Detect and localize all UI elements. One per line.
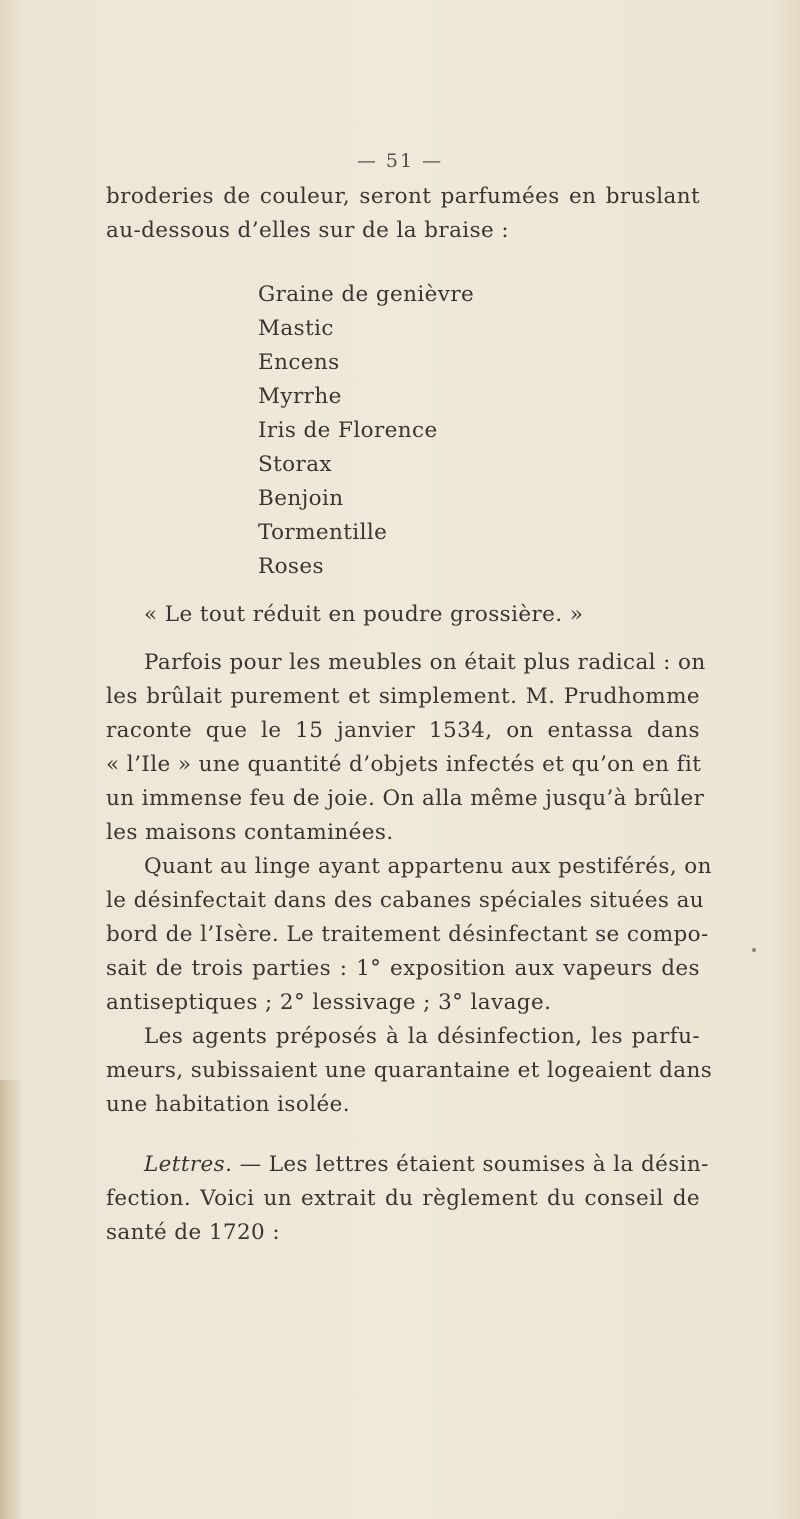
intro-line: broderies de couleur, seront parfumées en bruslant	[106, 184, 700, 209]
paragraph-line: Parfois pour les meubles on était plus radical : on	[144, 650, 706, 675]
ingredient-item: Encens	[258, 350, 340, 375]
paper-speck	[752, 948, 756, 952]
paragraph-line: sait de trois parties : 1° exposition aux vapeurs des	[106, 956, 700, 981]
quote-line: « Le tout réduit en poudre grossière. »	[144, 602, 584, 627]
paragraph-line: le désinfectait dans des cabanes spéciales situées au	[106, 888, 705, 913]
ingredient-item: Roses	[258, 554, 324, 579]
paragraph-line: antiseptiques ; 2° lessivage ; 3° lavage.	[106, 990, 552, 1015]
ingredient-item: Storax	[258, 452, 332, 477]
paragraph-line: raconte que le 15 janvier 1534, on entassa dans	[106, 718, 700, 743]
ingredient-item: Mastic	[258, 316, 334, 341]
intro-line: au-dessous d’elles sur de la braise :	[106, 218, 510, 243]
paragraph-line: une habitation isolée.	[106, 1092, 350, 1117]
paragraph-line: Les agents préposés à la désinfection, les parfu-	[144, 1024, 700, 1049]
page-edge-shadow	[0, 1080, 22, 1519]
paragraph-line: bord de l’Isère. Le traitement désinfectant se compo-	[106, 922, 709, 947]
section-lettres-first-line	[144, 1152, 709, 1177]
paragraph-line: santé de 1720 :	[106, 1220, 281, 1245]
ingredient-item: Benjoin	[258, 486, 344, 511]
section-heading-lettres: Lettres.	[144, 1152, 233, 1177]
ingredient-item: Iris de Florence	[258, 418, 438, 443]
paragraph-line: les brûlait purement et simplement. M. Prudhomme	[106, 684, 700, 709]
paragraph-line: Quant au linge ayant appartenu aux pestiférés, on	[144, 854, 712, 879]
ingredient-item: Graine de genièvre	[258, 282, 475, 307]
page-number: — 51 —	[356, 150, 444, 172]
paragraph-line: un immense feu de joie. On alla même jusqu’à brûler	[106, 786, 705, 811]
section-lettres-text: — Les lettres étaient soumises à la désin-	[232, 1152, 709, 1177]
paragraph-line: « l’Ile » une quantité d’objets infectés et qu’on en fit	[106, 752, 702, 777]
paragraph-line: meurs, subissaient une quarantaine et logeaient dans	[106, 1058, 713, 1083]
ingredient-item: Tormentille	[258, 520, 388, 545]
ingredient-item: Myrrhe	[258, 384, 342, 409]
paragraph-line: les maisons contaminées.	[106, 820, 394, 845]
paragraph-line: fection. Voici un extrait du règlement du conseil de	[106, 1186, 700, 1211]
